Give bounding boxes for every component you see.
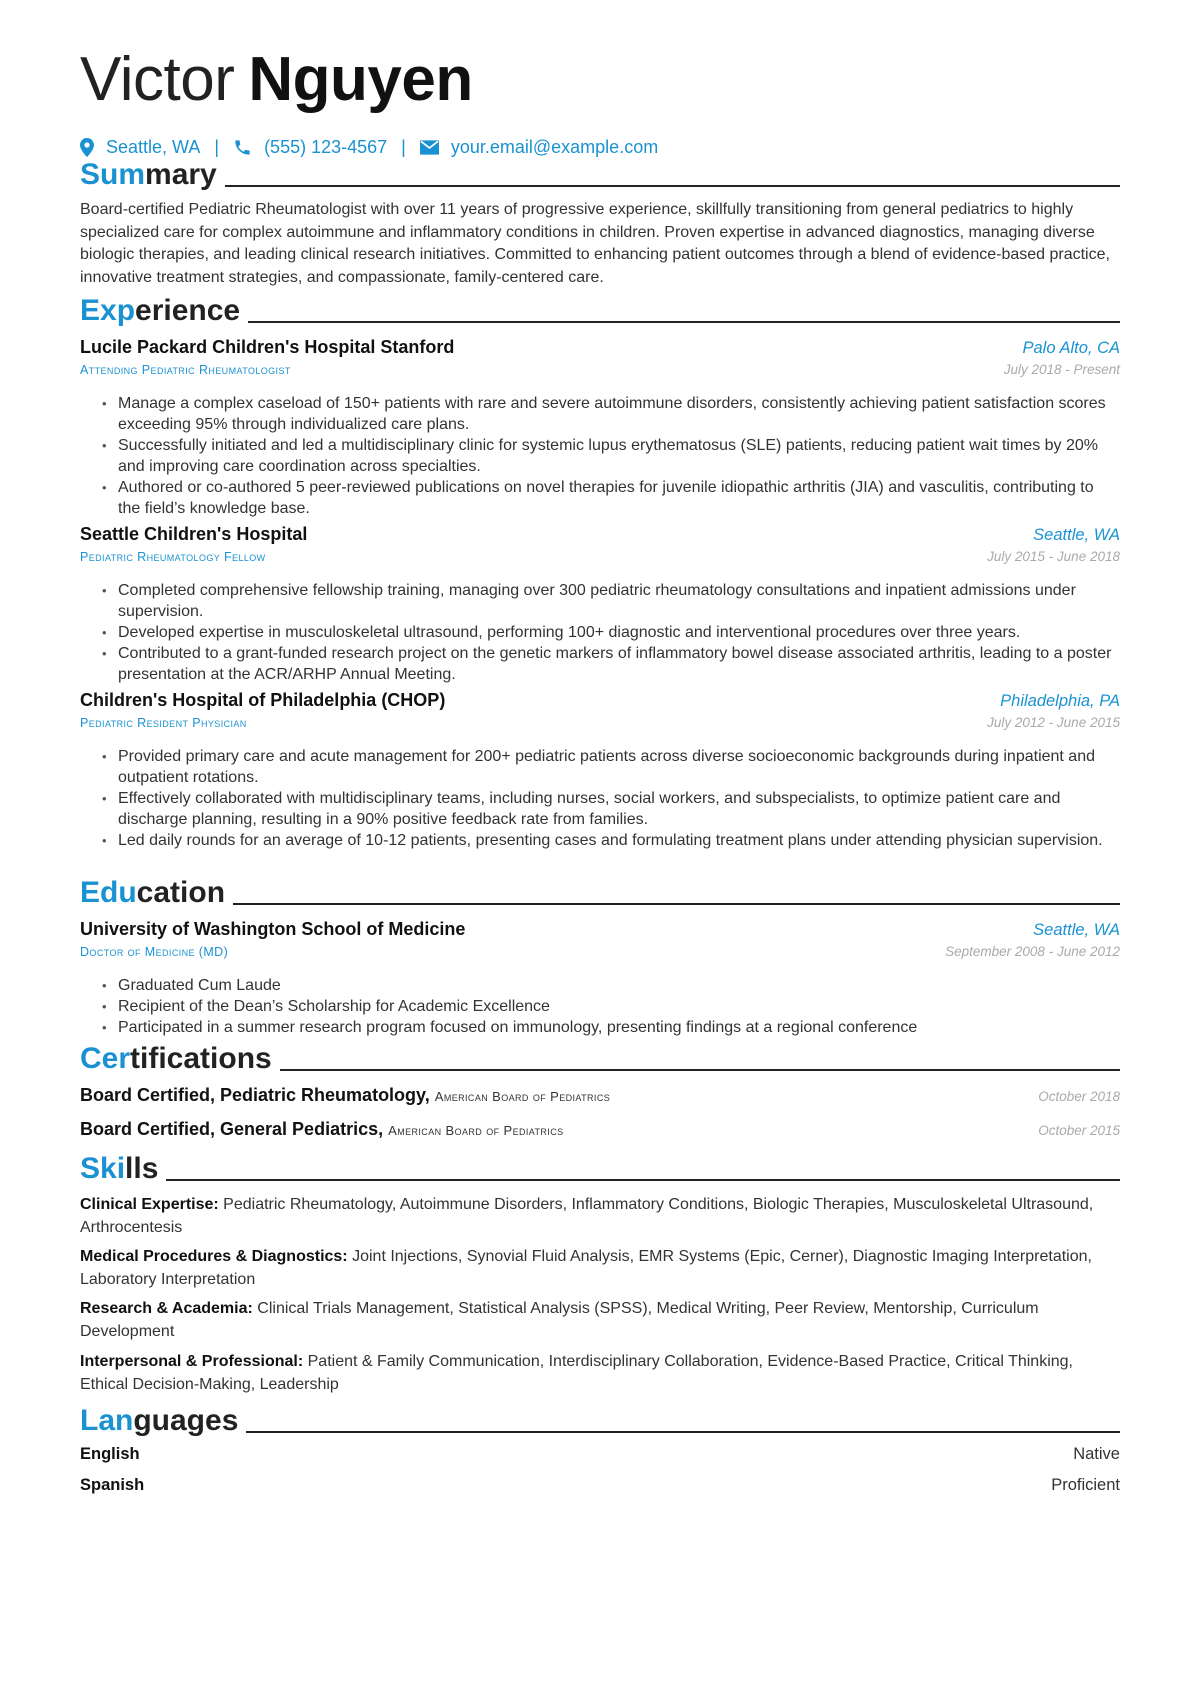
experience-bullets	[80, 393, 1120, 519]
section-title: Experience	[80, 294, 241, 327]
certifications-heading	[80, 1036, 1120, 1076]
list-item: • Provided primary care and acute management for 200+ pediatric patients across diverse socioeconomic backgrounds during inpatient and outpatient rotations.	[80, 746, 1120, 788]
certification-issuer: American Board of Pediatrics	[388, 1123, 564, 1138]
language-item	[80, 1476, 1120, 1495]
date-range: July 2012 - June 2015	[987, 715, 1120, 730]
education-heading	[80, 870, 1120, 910]
experience-entry-subheader	[80, 549, 1120, 564]
skill-label: Interpersonal & Professional:	[80, 1353, 304, 1370]
section-title: Summary	[80, 158, 217, 191]
list-item: • Contributed to a grant-funded research project on the genetic markers of inflammatory bowel disease associated arthritis, leading to a poster presentation at the ACR/ARHP Annual Meeting.	[80, 643, 1120, 685]
certification-name: Board Certified, Pediatric Rheumatology	[80, 1085, 425, 1105]
certification-item: Board Certified, Pediatric Rheumatology, American Board of Pediatrics October 2018	[80, 1085, 1120, 1105]
language-level: Proficient	[1051, 1476, 1120, 1494]
certification-item: Board Certified, General Pediatrics, American Board of Pediatrics October 2015	[80, 1119, 1120, 1139]
organization: Children's Hospital of Philadelphia (CHOP)	[80, 690, 446, 710]
skill-label: Medical Procedures & Diagnostics:	[80, 1248, 348, 1265]
skill-label: Research & Academia:	[80, 1300, 253, 1317]
certification-name: Board Certified, General Pediatrics	[80, 1119, 379, 1139]
skills-heading	[80, 1146, 1120, 1186]
skill-group	[80, 1350, 1120, 1396]
section-rule	[280, 1069, 1120, 1071]
list-item: • Authored or co-authored 5 peer-reviewed publications on novel therapies for juvenile idiopathic arthritis (JIA) and vasculitis, contributing to the field’s knowledge base.	[80, 477, 1120, 519]
skill-values: Joint Injections, Synovial Fluid Analysis, EMR Systems (Epic, Cerner), Diagnostic Imaging Interpretation, Laboratory Interpretation	[80, 1248, 1092, 1288]
section-rule	[225, 185, 1120, 187]
contact-separator: |	[214, 136, 220, 157]
section-rule	[233, 903, 1120, 905]
candidate-name	[80, 40, 473, 120]
language-item	[80, 1445, 1120, 1464]
date-range: September 2008 - June 2012	[945, 944, 1120, 959]
language-level: Native	[1073, 1445, 1120, 1463]
list-item: • Led daily rounds for an average of 10-12 patients, presenting cases and formulating treatment plans under attending physician supervision.	[80, 830, 1120, 851]
list-item: • Successfully initiated and led a multidisciplinary clinic for systemic lupus erythematosus (SLE) patients, reducing patient wait times by 20% and improving care coordination across specialties.	[80, 435, 1120, 477]
certification-issuer: American Board of Pediatrics	[434, 1089, 611, 1104]
skill-label: Clinical Expertise:	[80, 1196, 219, 1213]
experience-entry-header	[80, 524, 1120, 545]
contact-phone[interactable]: (555) 123-4567	[264, 136, 388, 157]
job-title: Pediatric Rheumatology Fellow	[80, 550, 266, 564]
skill-values: Pediatric Rheumatology, Autoimmune Disorders, Inflammatory Conditions, Biologic Therapies, Musculoskeletal Ultrasound, Arthrocentesis	[80, 1196, 1094, 1236]
certification-date: October 2018	[1038, 1089, 1120, 1104]
language-name: Spanish	[80, 1476, 145, 1494]
contact-email[interactable]: your.email@example.com	[450, 136, 659, 157]
section-title: Education	[80, 876, 226, 909]
education-bullets	[80, 975, 1120, 1038]
education-entry-header	[80, 919, 1120, 940]
languages-heading	[80, 1398, 1120, 1438]
job-title: Pediatric Resident Physician	[80, 716, 247, 730]
contact-location: Seattle, WA	[106, 136, 201, 157]
experience-bullets	[80, 746, 1120, 851]
section-rule	[246, 1431, 1120, 1433]
section-title: Certifications	[80, 1042, 272, 1075]
contact-separator: |	[401, 136, 406, 157]
organization: Seattle Children's Hospital	[80, 524, 308, 544]
list-item: • Graduated Cum Laude	[80, 975, 1120, 996]
list-item: • Developed expertise in musculoskeletal ultrasound, performing 100+ diagnostic and interventional procedures over three years.	[80, 622, 1120, 643]
skill-group	[80, 1193, 1120, 1239]
education-entry-subheader	[80, 944, 1120, 959]
last-name: Nguyen	[248, 45, 473, 114]
list-item: • Effectively collaborated with multidisciplinary teams, including nurses, social workers, and subspecialists, to optimize patient care and discharge planning, resulting in a 90% positive feedback rate from families.	[80, 788, 1120, 830]
language-name: English	[80, 1445, 140, 1463]
skill-values: Patient & Family Communication, Interdisciplinary Collaboration, Evidence-Based Practice, Critical Thinking, Ethical Decision-Making, Leadership	[80, 1353, 1073, 1393]
summary-heading	[80, 152, 1120, 192]
experience-entry-subheader	[80, 362, 1120, 377]
section-title: Languages	[80, 1404, 239, 1437]
experience-entry-header	[80, 690, 1120, 711]
skill-group	[80, 1297, 1120, 1343]
list-item: • Participated in a summer research program focused on immunology, presenting findings at a regional conference	[80, 1017, 1120, 1038]
first-name: Victor	[80, 45, 235, 114]
organization: Lucile Packard Children's Hospital Stanford	[80, 337, 455, 357]
date-range: July 2018 - Present	[1003, 362, 1120, 377]
section-title: Skills	[80, 1152, 159, 1185]
experience-heading	[80, 288, 1120, 328]
institution: University of Washington School of Medicine	[80, 919, 466, 939]
degree: Doctor of Medicine (MD)	[80, 945, 229, 959]
experience-entry-header	[80, 337, 1120, 358]
location: Seattle, WA	[1033, 921, 1120, 939]
list-item: • Completed comprehensive fellowship training, managing over 300 pediatric rheumatology consultations and inpatient admissions under supervision.	[80, 580, 1120, 622]
certification-date: October 2015	[1038, 1123, 1120, 1138]
skill-group	[80, 1245, 1120, 1291]
list-item: • Recipient of the Dean’s Scholarship for Academic Excellence	[80, 996, 1120, 1017]
location: Philadelphia, PA	[1000, 692, 1120, 710]
job-title: Attending Pediatric Rheumatologist	[80, 363, 291, 377]
skill-values: Clinical Trials Management, Statistical Analysis (SPSS), Medical Writing, Peer Review, Mentorship, Curriculum Development	[80, 1300, 1039, 1340]
experience-entry-subheader	[80, 715, 1120, 730]
location: Palo Alto, CA	[1022, 339, 1120, 357]
section-rule	[248, 321, 1120, 323]
summary-text: Board-certified Pediatric Rheumatologist with over 11 years of progressive experience, skillfully transitioning from general pediatrics to highly specialized care for complex autoimmune and inflammatory conditions in children. Proven expertise in advanced diagnostics, managing diverse biologic therapies, and leading clinical research initiatives. Committed to enhancing patient outcomes through a blend of evidence-based practice, innovative treatment strategies, and compassionate, family-centered care.	[80, 201, 1110, 286]
experience-bullets	[80, 580, 1120, 685]
section-rule	[166, 1179, 1120, 1181]
list-item: • Manage a complex caseload of 150+ patients with rare and severe autoimmune disorders, consistently achieving patient satisfaction scores exceeding 95% through individualized care plans.	[80, 393, 1120, 435]
date-range: July 2015 - June 2018	[987, 549, 1120, 564]
location: Seattle, WA	[1033, 526, 1120, 544]
